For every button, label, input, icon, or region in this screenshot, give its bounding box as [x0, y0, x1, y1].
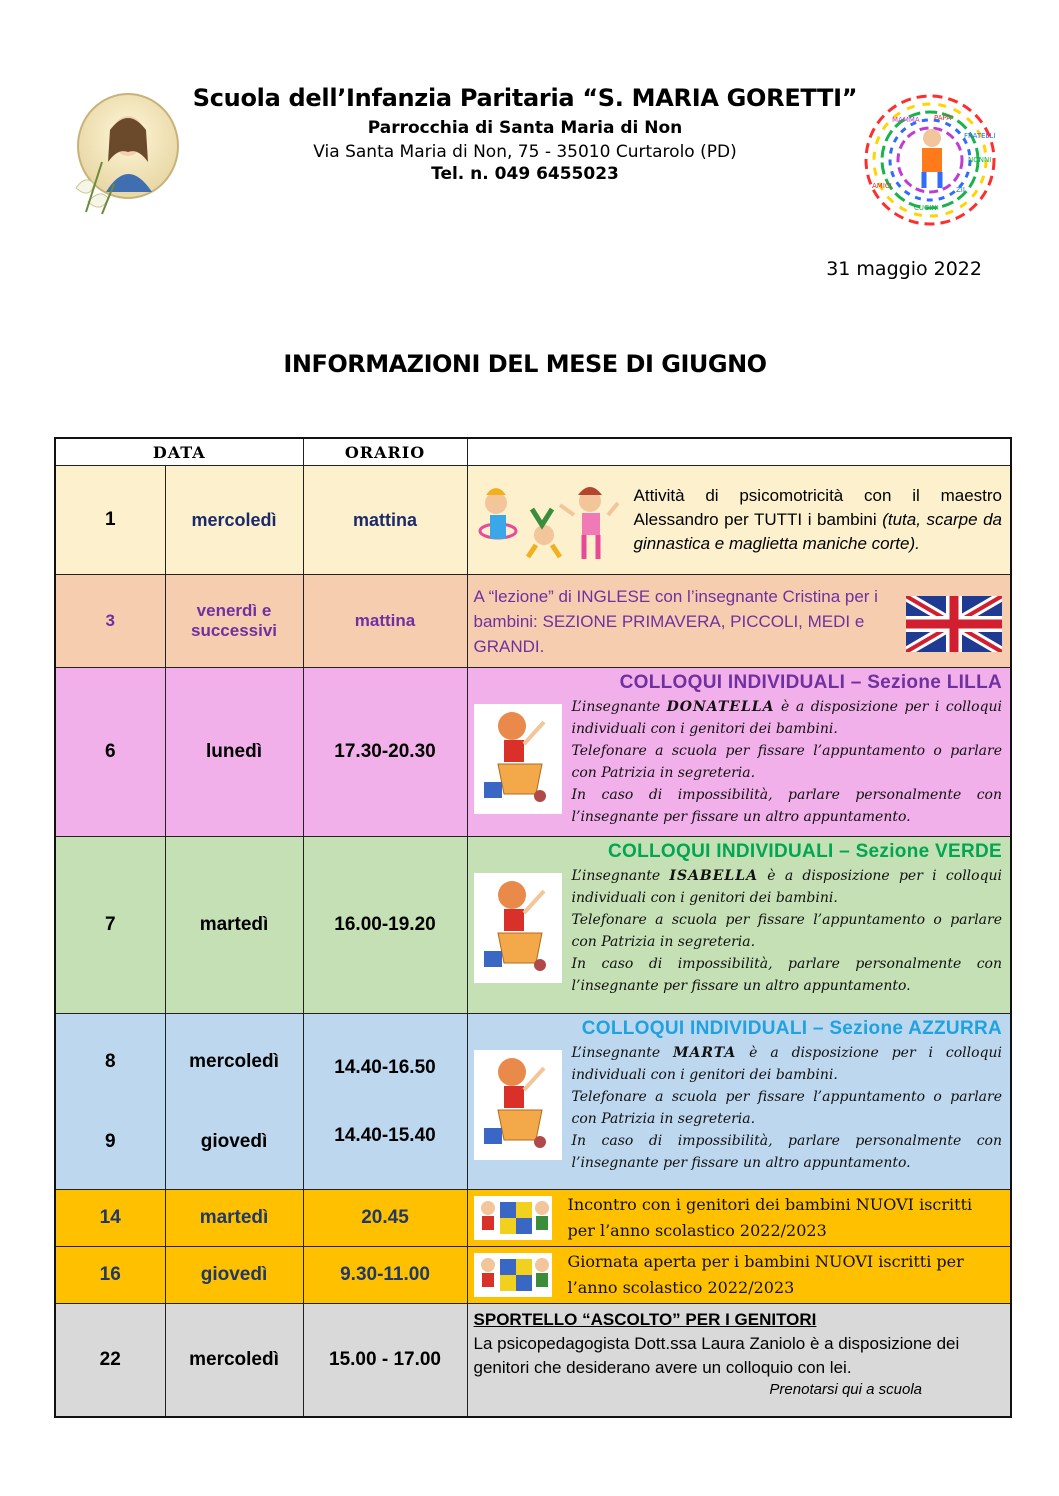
text-fragment: è a disposizione per i colloqui individuali con i genitori dei bambini.: [571, 868, 1003, 906]
colloqui-text: [572, 865, 1003, 997]
colloqui-paragraph-2: Telefonare a scuola per fissare l’appuntamento o parlare con Patrizia in segreteria.: [571, 912, 1003, 950]
school-name: Scuola dell’Infanzia Paritaria “S. MARIA GORETTI”: [192, 84, 858, 112]
table-row: [55, 1190, 1011, 1247]
row-day-number: 3: [55, 575, 165, 668]
table-row: [55, 668, 1011, 837]
row-description: [467, 575, 1011, 668]
sportello-text: La psicopedagogista Dott.ssa Laura Zaniolo è a disposizione dei genitori che desiderano avere un colloquio con lei.: [473, 1334, 960, 1377]
colloqui-heading-lilla: COLLOQUI INDIVIDUALI – Sezione LILLA: [619, 672, 1003, 693]
table-row: [55, 1304, 1011, 1418]
row-day-number-pair: [55, 1014, 165, 1190]
row-weekday: [165, 575, 303, 668]
row-day-number: 14: [55, 1190, 165, 1247]
text-fragment: L’insegnante: [571, 699, 661, 715]
colloqui-paragraph-1: [572, 696, 1003, 740]
row-description: [467, 1190, 1011, 1247]
saint-portrait-image: [66, 92, 182, 220]
logo-word: CUGINI: [914, 204, 939, 212]
row-description: [467, 1014, 1011, 1190]
colloqui-heading-verde: COLLOQUI INDIVIDUALI – Sezione VERDE: [608, 841, 1003, 862]
row-description: [467, 837, 1011, 1014]
row-day-number: 22: [55, 1304, 165, 1418]
text-fragment: è a disposizione per i colloqui individuali con i genitori dei bambini.: [571, 1045, 1003, 1083]
row-time-pair: [303, 1014, 467, 1190]
table-row: [55, 1014, 1011, 1190]
row-weekday: martedì: [165, 837, 303, 1014]
row-time: 15.00 - 17.00: [303, 1304, 467, 1418]
kids-blocks-icon: [474, 1253, 552, 1297]
logo-word: FRATELLI: [964, 132, 996, 140]
table-row: [55, 1247, 1011, 1304]
text-fragment: L’insegnante: [571, 1045, 661, 1061]
row-weekday: mercoledì: [165, 1304, 303, 1418]
teacher-child-icon: [474, 873, 562, 983]
text-fragment: L’insegnante: [571, 868, 661, 884]
header-data: DATA: [55, 438, 303, 466]
colloqui-paragraph-2: Telefonare a scuola per fissare l’appuntamento o parlare con Patrizia in segreteria.: [571, 1089, 1003, 1127]
row-time: 9.30-11.00: [303, 1247, 467, 1304]
open-day-text: Giornata aperta per i bambini NUOVI iscritti per l’anno scolastico 2022/2023: [567, 1252, 964, 1297]
header-descrizione: [467, 438, 1011, 466]
row-time: 14.40-15.40: [334, 1124, 436, 1146]
teacher-name: ISABELLA: [669, 868, 758, 884]
teacher-name: DONATELLA: [666, 699, 775, 715]
row-time: mattina: [303, 466, 467, 575]
row-weekday: giovedì: [165, 1247, 303, 1304]
table-row: [55, 466, 1011, 575]
row-weekday: martedì: [165, 1190, 303, 1247]
row-weekday-line: venerdì e: [196, 601, 272, 620]
row-day-number: 8: [104, 1050, 116, 1072]
colloqui-text: [572, 696, 1003, 828]
row-weekday: lunedì: [165, 668, 303, 837]
row-description: [467, 1247, 1011, 1304]
kids-exercise-icon: [474, 479, 620, 561]
logo-word: PAPA': [934, 114, 954, 122]
colloqui-paragraph-2: Telefonare a scuola per fissare l’appuntamento o parlare con Patrizia in segreteria.: [571, 743, 1003, 781]
school-phone: Tel. n. 049 6455023: [431, 164, 619, 184]
teacher-name: MARTA: [673, 1045, 737, 1061]
document-date: 31 maggio 2022: [826, 258, 982, 280]
logo-word: ZII: [956, 186, 965, 194]
activity-text: [634, 484, 1003, 556]
sportello-heading: SPORTELLO “ASCOLTO” PER I GENITORI: [473, 1310, 817, 1329]
colloqui-paragraph-3: In caso di impossibilità, parlare personalmente con l’insegnante per fissare un altro appuntamento.: [571, 1133, 1003, 1171]
family-circle-logo: [852, 92, 1008, 228]
row-day-number: 1: [55, 466, 165, 575]
colloqui-paragraph-3: In caso di impossibilità, parlare personalmente con l’insegnante per fissare un altro appuntamento.: [571, 787, 1003, 825]
document-title: INFORMAZIONI DEL MESE DI GIUGNO: [283, 350, 767, 378]
activity-main-text: Attività di psicomotricità con il maestro Alessandro per TUTTI i bambini: [633, 486, 1003, 529]
row-weekday-line: successivi: [191, 621, 278, 640]
english-lesson-text: A “lezione” di INGLESE con l’insegnante Cristina per i bambini: SEZIONE PRIMAVERA, PICCOLI, MEDI e GRANDI.: [473, 586, 878, 656]
table-row: [55, 837, 1011, 1014]
row-time: 17.30-20.30: [303, 668, 467, 837]
row-description: [467, 668, 1011, 837]
teacher-child-icon: [474, 1050, 562, 1160]
row-day-number: 9: [104, 1130, 116, 1152]
row-description: [467, 466, 1011, 575]
school-address: Via Santa Maria di Non, 75 - 35010 Curtarolo (PD): [313, 142, 737, 162]
uk-flag-icon: [906, 596, 1002, 652]
kids-blocks-icon: [474, 1196, 552, 1240]
table-row: [55, 575, 1011, 668]
teacher-child-icon: [474, 704, 562, 814]
logo-word: MAMMA: [892, 116, 920, 124]
row-description: [467, 1304, 1011, 1418]
logo-word: NONNI: [968, 156, 992, 164]
row-weekday: mercoledì: [189, 1050, 279, 1072]
parish-name: Parrocchia di Santa Maria di Non: [367, 118, 683, 138]
colloqui-text: [572, 1042, 1003, 1174]
row-day-number: 16: [55, 1247, 165, 1304]
colloqui-paragraph-1: [572, 865, 1003, 909]
new-enrollment-meeting-text: Incontro con i genitori dei bambini NUOVI iscritti per l’anno scolastico 2022/2023: [567, 1195, 973, 1240]
row-day-number: 6: [55, 668, 165, 837]
row-time: mattina: [303, 575, 467, 668]
row-time: 20.45: [303, 1190, 467, 1247]
header-orario: ORARIO: [303, 438, 467, 466]
activity-note: (tuta, scarpe da ginnastica e maglietta maniche corte).: [633, 510, 1003, 553]
colloqui-heading-azzurra: COLLOQUI INDIVIDUALI – Sezione AZZURRA: [581, 1018, 1003, 1039]
row-weekday-pair: [165, 1014, 303, 1190]
row-weekday: giovedì: [200, 1130, 268, 1152]
text-fragment: è a disposizione per i colloqui individuali con i genitori dei bambini.: [571, 699, 1003, 737]
sportello-note: Prenotarsi qui a scuola: [769, 1381, 923, 1398]
colloqui-paragraph-1: [572, 1042, 1003, 1086]
row-time: 14.40-16.50: [334, 1056, 436, 1078]
schedule-table: [54, 437, 1012, 1418]
table-header-row: [55, 438, 1011, 466]
colloqui-paragraph-3: In caso di impossibilità, parlare personalmente con l’insegnante per fissare un altro appuntamento.: [571, 956, 1003, 994]
logo-word: AMICI: [872, 182, 892, 190]
row-time: 16.00-19.20: [303, 837, 467, 1014]
row-day-number: 7: [55, 837, 165, 1014]
row-weekday: mercoledì: [165, 466, 303, 575]
